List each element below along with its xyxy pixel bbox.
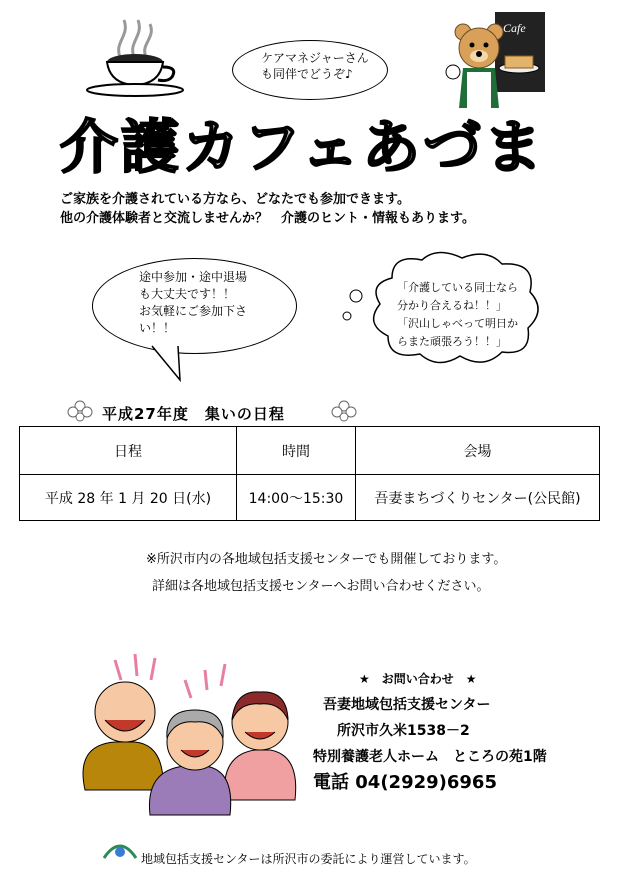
speech-left-line3: お気軽にご参加下さ [139,304,248,318]
cell-venue: 吾妻まちづくりセンター(公民館) [356,475,600,521]
footer-note: 地域包括支援センターは所沢市の委託により運営しています。 [141,852,476,866]
table-header-row [20,427,600,475]
contact-block [313,666,547,796]
contact-heading: ★ お問い合わせ ★ [359,672,477,686]
clover-icon-left [66,399,94,423]
thought-cloud-text [397,279,518,351]
schedule-title: 平成27年度 集いの日程 [102,405,285,423]
coffee-cup-icon [80,12,190,97]
speech-left-line4: い！！ [139,321,176,335]
cloud-line2: 分かり合えるね！！」 [397,299,507,312]
cloud-line3: 「沢山しゃべって明日か [397,317,518,330]
cell-time: 14:00～15:30 [237,475,356,521]
intro-text [60,190,475,228]
elderly-people-illustration [55,650,315,820]
speech-top-line2: も同伴でどうぞ♪ [261,67,353,81]
clover-icon-right [330,399,358,423]
speech-left-line1: 途中参加・途中退場 [139,270,248,284]
center-logo-icon [102,840,138,862]
speech-tail-left [150,344,190,382]
intro-line1: ご家族を介護されている方なら、どなたでも参加できます。 [60,192,410,207]
contact-building: 特別養護老人ホーム ところの苑1階 [313,749,547,765]
speech-bubble-left [92,258,297,354]
schedule-table [19,426,600,521]
speech-top-line1: ケアマネジャーさん [261,51,369,65]
contact-org: 吾妻地域包括支援センター [323,697,491,713]
speech-left-line2: も大丈夫です！！ [139,287,236,301]
thought-dots [330,286,366,356]
cell-date: 平成 28 年 1 月 20 日(水) [20,475,237,521]
bear-waiter-illustration [445,10,555,110]
speech-bubble-top [232,40,388,100]
header-venue: 会場 [356,427,600,475]
header-time: 時間 [237,427,356,475]
table-row [20,475,600,521]
header-date: 日程 [20,427,237,475]
contact-address: 所沢市久米1538－2 [337,723,470,739]
notes [146,546,506,600]
cloud-line4: らまた頑張ろう！！」 [397,335,507,348]
cloud-line1: 「介護している同士なら [397,281,518,294]
cafe-sign-text: Cafe [503,21,526,35]
note-line2: 詳細は各地域包括支援センターへお問い合わせください。 [152,579,490,594]
page-title: 介護カフェあづま [60,113,546,181]
contact-phone: 電話 04(2929)6965 [313,772,497,793]
intro-line2: 他の介護体験者と交流しませんか？ 介護のヒント・情報もあります。 [60,211,475,226]
note-line1: ※所沢市内の各地域包括支援センターでも開催しております。 [146,552,507,567]
